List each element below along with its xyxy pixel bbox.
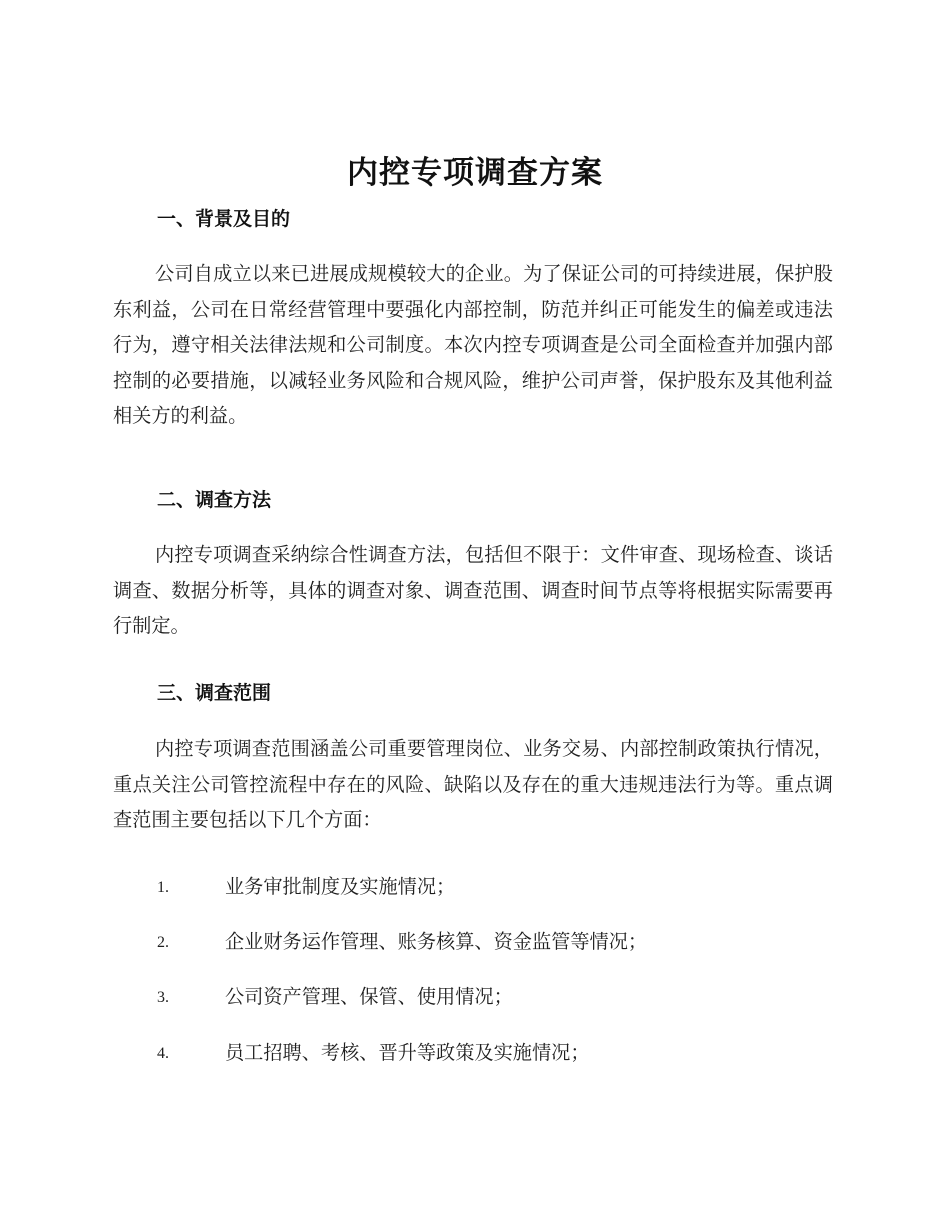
- list-item-number: 3.: [157, 989, 169, 1006]
- list-item-text: 企业财务运作管理、账务核算、资金监管等情况；: [225, 930, 648, 953]
- section-paragraph-background: 公司自成立以来已进展成规模较大的企业。为了保证公司的可持续进展，保护股东利益，公司在日常经营管理中要强化内部控制，防范并纠正可能发生的偏差或违法行为，遵守相关法律法规和公司制度。本次内控专项调查是公司全面检查并加强内部控制的必要措施，以减轻业务风险和合规风险，维护公司声誉，保护股东及其他利益相关方的利益。: [113, 262, 833, 428]
- document-title: 内控专项调查方案: [347, 155, 603, 191]
- list-item-text: 公司资产管理、保管、使用情况；: [225, 985, 513, 1008]
- list-item-text: 业务审批制度及实施情况；: [225, 875, 456, 898]
- list-item-text: 员工招聘、考核、晋升等政策及实施情况；: [225, 1041, 590, 1064]
- list-item-number: 2.: [157, 934, 169, 951]
- list-item-number: 1.: [157, 879, 169, 896]
- list-item-number: 4.: [157, 1045, 169, 1062]
- section-heading-background: 一、背景及目的: [157, 208, 291, 230]
- section-heading-method: 二、调查方法: [157, 489, 272, 511]
- section-heading-scope: 三、调查范围: [157, 682, 272, 704]
- section-paragraph-scope: 内控专项调查范围涵盖公司重要管理岗位、业务交易、内部控制政策执行情况，重点关注公司管控流程中存在的风险、缺陷以及存在的重大违规违法行为等。重点调查范围主要包括以下几个方面：: [113, 737, 833, 832]
- section-paragraph-method: 内控专项调查采纳综合性调查方法，包括但不限于：文件审查、现场检查、谈话调查、数据分析等，具体的调查对象、调查范围、调查时间节点等将根据实际需要再行制定。: [113, 543, 833, 638]
